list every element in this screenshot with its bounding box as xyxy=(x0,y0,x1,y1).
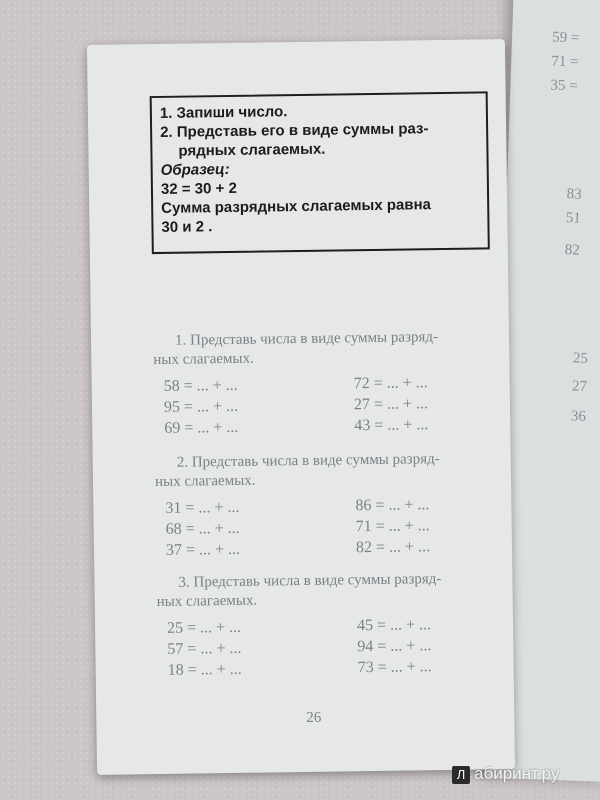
equation: 31 = ... + ... xyxy=(165,498,240,517)
equation: 69 = ... + ... xyxy=(164,418,239,437)
equation: 57 = ... + ... xyxy=(167,639,242,658)
equation: 86 = ... + ... xyxy=(355,496,430,515)
exercise-title-line: 1. Представь числа в виде суммы разряд- xyxy=(174,329,439,349)
exercise-3-grid xyxy=(167,616,468,683)
fragment: 59 = xyxy=(551,29,580,47)
watermark-text: абиринт.ру xyxy=(474,764,560,783)
exercise-row xyxy=(166,538,466,563)
fragment: 83 xyxy=(566,186,582,203)
equation: 37 = ... + ... xyxy=(165,540,241,559)
fragment: 25 xyxy=(572,350,589,367)
exercise-1-title xyxy=(153,327,493,370)
equation: 45 = ... + ... xyxy=(356,616,432,635)
exercise-2-title xyxy=(155,449,495,492)
rule-step-2-cont: рядных слагаемых. xyxy=(178,140,326,160)
rule-conclusion-cont: 30 и 2 . xyxy=(161,218,213,236)
equation: 43 = ... + ... xyxy=(354,416,429,435)
rule-step-1: 1. Запиши число. xyxy=(159,103,288,122)
labirint-logo-icon: Л xyxy=(452,766,470,784)
equation: 68 = ... + ... xyxy=(165,519,240,538)
rule-step-2: 2. Представь его в виде суммы раз- xyxy=(160,120,429,141)
exercise-row xyxy=(164,416,464,441)
exercise-row xyxy=(168,658,468,683)
book-page xyxy=(87,39,515,775)
fragment: 27 xyxy=(571,378,588,395)
equation: 82 = ... + ... xyxy=(355,538,431,557)
fragment: 82 xyxy=(564,242,580,259)
exercise-title-cont: ных слагаемых. xyxy=(153,350,254,369)
sample-equation: 32 = 30 + 2 xyxy=(160,179,237,198)
fragment: 71 = xyxy=(551,53,579,71)
equation: 95 = ... + ... xyxy=(163,397,239,416)
rule-conclusion: Сумма разрядных слагаемых равна xyxy=(161,196,432,217)
equation: 18 = ... + ... xyxy=(167,660,242,679)
equation: 58 = ... + ... xyxy=(163,376,238,395)
sample-label: Образец: xyxy=(160,160,230,179)
watermark xyxy=(452,764,559,784)
exercise-title-cont: ных слагаемых. xyxy=(154,472,256,491)
equation: 73 = ... + ... xyxy=(357,658,432,677)
fragment: 35 = xyxy=(550,77,578,95)
exercise-3-title xyxy=(156,569,496,612)
exercise-2-grid xyxy=(165,496,466,563)
equation: 25 = ... + ... xyxy=(166,618,242,637)
fragment: 36 xyxy=(570,408,587,425)
exercise-1-grid xyxy=(164,374,465,441)
equation: 72 = ... + ... xyxy=(353,374,428,393)
page-number: 26 xyxy=(306,709,322,726)
rule-box xyxy=(150,91,490,254)
equation: 94 = ... + ... xyxy=(357,637,432,656)
exercise-title-line: 3. Представь числа в виде суммы разряд- xyxy=(178,571,442,591)
fragment: 51 xyxy=(565,210,582,227)
exercise-title-line: 2. Представь числа в виде суммы разряд- xyxy=(176,451,440,471)
exercise-title-cont: ных слагаемых. xyxy=(156,592,258,611)
equation: 27 = ... + ... xyxy=(353,395,429,414)
equation: 71 = ... + ... xyxy=(355,517,430,536)
